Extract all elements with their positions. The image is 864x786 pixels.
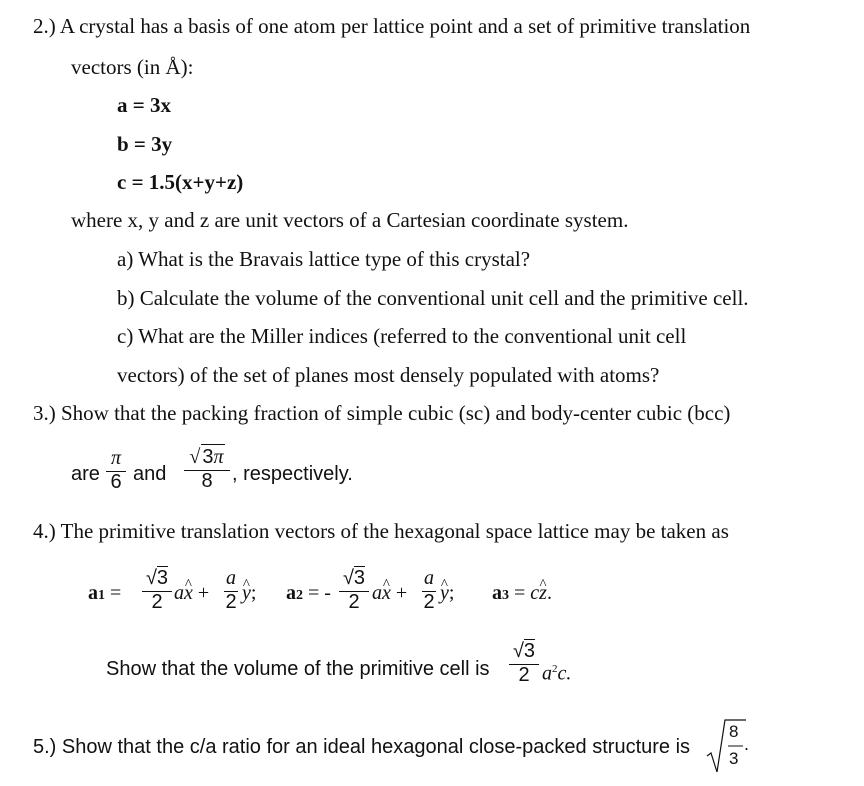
problem-2-line-1: 2.) A crystal has a basis of one atom per lattice point and a set of primitive translation <box>33 14 751 38</box>
sqrt-pi: π <box>213 446 224 468</box>
pi-over-6-fraction <box>106 446 126 494</box>
a1-sqrt3-over-2: √3 2 <box>142 566 172 614</box>
and-label: and <box>133 463 167 485</box>
question-2c-line-2: vectors) of the set of planes most densely populated with atoms? <box>117 363 660 387</box>
sqrt-8-over-3 <box>706 718 748 776</box>
problem-2-line-2: vectors (in Å): <box>71 55 194 79</box>
are-label: are <box>71 463 100 485</box>
vector-c: c = 1.5(x+y+z) <box>117 170 244 194</box>
respectively-label: , respectively. <box>232 463 353 485</box>
a2-ax-term: ax ^ + <box>372 581 407 605</box>
question-2b: b) Calculate the volume of the conventional unit cell and the primitive cell. <box>117 286 749 310</box>
six-denominator: 6 <box>110 471 122 493</box>
vector-a: a = 3x <box>117 93 171 117</box>
a1-a-over-2: a 2 <box>225 567 237 613</box>
a1-label: a1 = <box>88 582 122 604</box>
problem-5-line-1: 5.) Show that the c/a ratio for an ideal hexagonal close-packed structure is <box>33 736 691 758</box>
sqrt3-pi-over-8-fraction <box>184 444 230 493</box>
sqrt-three: 3 <box>202 446 214 468</box>
question-2c-line-1: c) What are the Miller indices (referred to the conventional unit cell <box>117 324 687 348</box>
final-period: . <box>744 734 750 754</box>
a2-a-over-2: a 2 <box>423 567 435 613</box>
a1-y-term: y ^; <box>242 581 256 605</box>
vector-b: b = 3y <box>117 132 173 156</box>
problem-2-where: where x, y and z are unit vectors of a Cartesian coordinate system. <box>71 208 629 232</box>
a2-y-term: y ^; <box>440 581 454 605</box>
question-2a: a) What is the Bravais lattice type of this crystal? <box>117 247 531 271</box>
a2-label: a2 = - <box>286 582 331 604</box>
three-denominator: 3 <box>729 749 739 768</box>
sqrt3-pi-numerator <box>184 444 230 469</box>
problem-3-line-1: 3.) Show that the packing fraction of simple cubic (sc) and body-center cubic (bcc) <box>33 401 731 425</box>
eight-numerator: 8 <box>729 722 739 741</box>
pi-numerator: π <box>110 447 122 469</box>
sqrt-sign: √ 3π <box>189 446 224 468</box>
a2-sqrt3-over-2: √3 2 <box>339 566 369 614</box>
eight-denominator: 8 <box>201 470 213 492</box>
a3-expression: a3 = cz ^. <box>492 581 552 608</box>
a1-ax-term: ax ^ + <box>174 581 209 605</box>
problem-4-line-1: 4.) The primitive translation vectors of the hexagonal space lattice may be taken as <box>33 519 729 543</box>
volume-statement: Show that the volume of the primitive cell is <box>106 658 490 680</box>
volume-sqrt3-over-2: √3 2 <box>509 639 539 687</box>
volume-a2c-term: $a^2c$. <box>542 662 572 685</box>
radical-sign <box>706 718 748 776</box>
